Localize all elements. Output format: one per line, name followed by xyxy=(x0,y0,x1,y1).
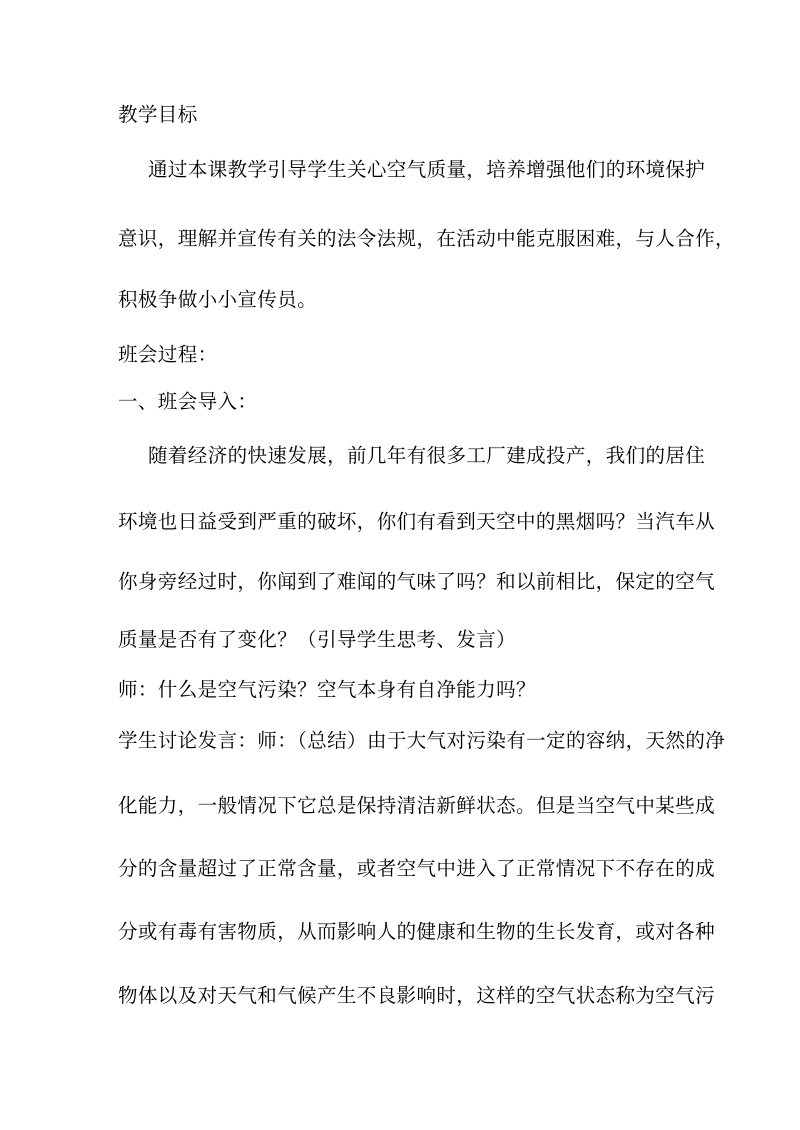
paragraph-line: 随着经济的快速发展，前几年有很多工厂建成投产，我们的居住 xyxy=(148,444,706,467)
paragraph-line: 积极争做小小宣传员。 xyxy=(118,288,318,311)
paragraph-line: 化能力，一般情况下它总是保持清洁新鲜状态。但是当空气中某些成 xyxy=(118,794,716,817)
paragraph-line: 分的含量超过了正常含量，或者空气中进入了正常情况下不存在的成 xyxy=(118,857,716,880)
paragraph-line: 环境也日益受到严重的破坏，你们有看到天空中的黑烟吗？当汽车从 xyxy=(118,510,716,533)
heading-teaching-goals: 教学目标 xyxy=(118,103,198,126)
paragraph-line: 意识，理解并宣传有关的法令法规，在活动中能克服困难，与人合作， xyxy=(118,227,735,250)
teacher-question: 师：什么是空气污染？空气本身有自净能力吗？ xyxy=(118,678,536,701)
heading-section-one: 一、班会导入： xyxy=(118,390,258,413)
paragraph-line: 质量是否有了变化？（引导学生思考、发言） xyxy=(118,628,517,651)
paragraph-line: 物体以及对天气和气候产生不良影响时，这样的空气状态称为空气污 xyxy=(118,984,716,1007)
paragraph-line: 你身旁经过时，你闻到了难闻的气味了吗？和以前相比，保定的空气 xyxy=(118,570,716,593)
paragraph-line: 学生讨论发言：师：（总结）由于大气对污染有一定的容纳，天然的净 xyxy=(118,729,726,752)
paragraph-line: 通过本课教学引导学生关心空气质量，培养增强他们的环境保护 xyxy=(148,158,706,181)
heading-class-process: 班会过程： xyxy=(118,343,218,366)
paragraph-line: 分或有毒有害物质，从而影响人的健康和生物的生长发育，或对各种 xyxy=(118,920,716,943)
